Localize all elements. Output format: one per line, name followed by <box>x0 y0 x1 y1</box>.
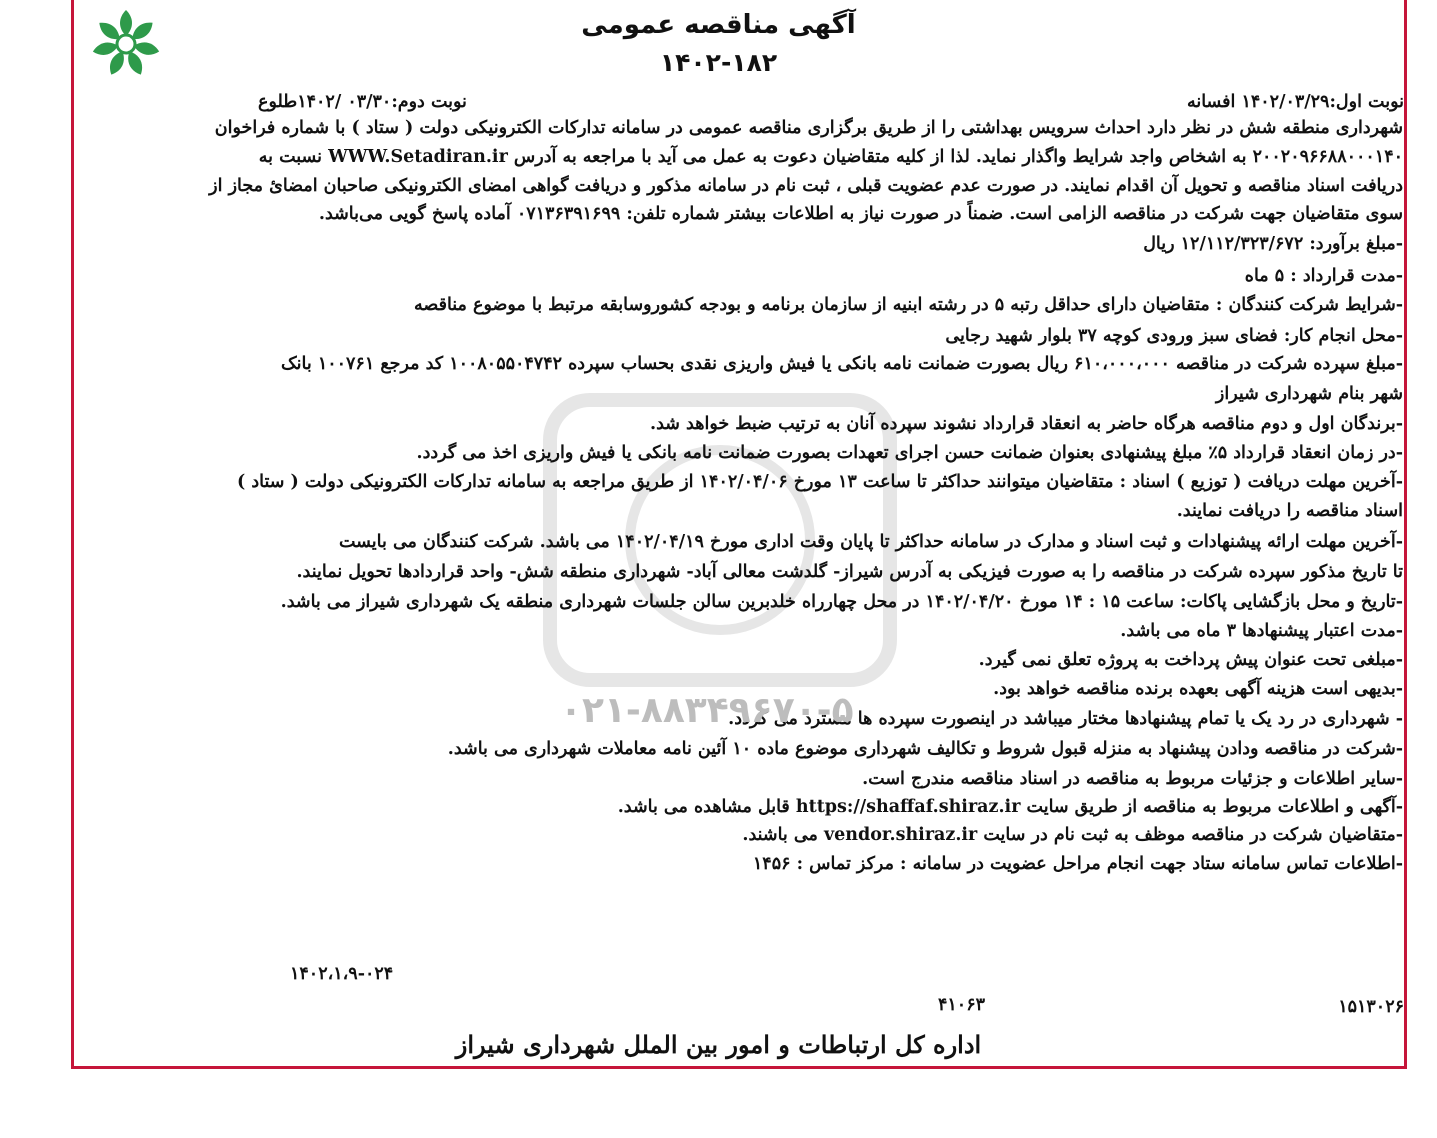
notice-line: -برندگان اول و دوم مناقصه هرگاه حاضر به انعقاد قرارداد نشوند سپرده آنان به ترتیب ضبط خواهد شد. <box>650 414 1403 434</box>
notice-line: سوی متقاضیان جهت شرکت در مناقصه الزامی است. ضمناً در صورت نیاز به اطلاعات بیشتر شماره تلفن: ۰۷۱۳۶۳۹۱۶۹۹ آماده پاسخ گویی می‌باشد. <box>318 204 1403 224</box>
notice-line: اسناد مناقصه را دریافت نمایند. <box>1176 501 1403 521</box>
notice-line: -مدت قرارداد : ۵ ماه <box>1244 266 1403 286</box>
notice-line: -بدیهی است هزینه آگهی بعهده برنده مناقصه خواهد بود. <box>993 679 1403 699</box>
notice-line: -متقاضیان شرکت در مناقصه موظف به ثبت نام در سایت vendor.shiraz.ir می باشند. <box>742 825 1403 845</box>
notice-line: -مبلغی تحت عنوان پیش پرداخت به پروژه تعلق نمی گیرد. <box>978 650 1403 670</box>
notice-line: -مبلغ برآورد: ۱۲/۱۱۲/۳۲۳/۶۷۲ ریال <box>1143 234 1403 254</box>
notice-line: -در زمان انعقاد قرارداد ۵٪ مبلغ پیشنهادی بعنوان ضمانت حسن اجرای تعهدات بصورت ضمانت نامه بانکی یا فیش واریزی اخذ می گردد. <box>416 443 1403 463</box>
notice-line: -شرکت در مناقصه ودادن پیشنهاد به منزله قبول شروط و تکالیف شهرداری موضوع ماده ۱۰ آئین نامه معاملات شهرداری می باشد. <box>447 739 1403 759</box>
notice-line: -آخرین مهلت ارائه پیشنهادات و ثبت اسناد و مدارک در سامانه حداکثر تا پایان وقت اداری مورخ ۱۴۰۲/۰۴/۱۹ می باشد. شرکت کنندگان می بایست <box>338 532 1403 552</box>
notice-line: -آخرین مهلت دریافت ( توزیع ) اسناد : متقاضیان میتوانند حداکثر تا ساعت ۱۳ مورخ ۱۴۰۲/۰۴/۰۶ از طریق مراجعه به سامانه تدارکات الکترونیکی دولت ( ستاد ) <box>236 472 1403 492</box>
notice-line: -مدت اعتبار پیشنهادها ۳ ماه می باشد. <box>1120 621 1403 641</box>
notice-line: -مبلغ سپرده شرکت در مناقصه ۶۱۰،۰۰۰،۰۰۰ ریال بصورت ضمانت نامه بانکی یا فیش واریزی نقدی بحساب سپرده ۱۰۰۸۰۵۵۰۴۷۴۲ کد مرجع ۱۰۰۷۶۱ بانک <box>280 354 1403 374</box>
watermark-phone: ۰۲۱-۸۸۳۴۹۶۷۰-۵ <box>560 690 854 731</box>
notice-title: آگهی مناقصه عمومی <box>581 10 856 40</box>
notice-line: -آگهی و اطلاعات مربوط به مناقصه از طریق سایت https://shaffaf.shiraz.ir قابل مشاهده می باشد. <box>617 797 1403 817</box>
first-publication: نوبت اول:۱۴۰۲/۰۳/۲۹ افسانه <box>1186 92 1404 112</box>
code-b: ۱۵۱۳۰۲۶ <box>1338 997 1404 1017</box>
notice-line: دریافت اسناد مناقصه و تحویل آن اقدام نمایند. در صورت عدم عضویت قبلی ، ثبت نام در سامانه مذکور و دریافت گواهی امضای الکترونیکی صاحبان امضائ مجاز از <box>209 176 1403 196</box>
notice-line: ۲۰۰۲۰۹۶۶۸۸۰۰۰۱۴۰ به اشخاص واجد شرایط واگذار نماید. لذا از کلیه متقاضیان دعوت به عمل می آید با مراجعه به آدرس WWW.Setadiran.ir نسبت به <box>258 147 1403 167</box>
notice-line: -تاریخ و محل بازگشایی پاکات: ساعت ۱۵ : ۱۴ مورخ ۱۴۰۲/۰۴/۲۰ در محل چهارراه خلدبرین سالن جلسات شهرداری منطقه یک شهرداری شیراز می باشد. <box>280 592 1403 612</box>
notice-line: - شهرداری در رد یک یا تمام پیشنهادها مختار میباشد در اینصورت سپرده ها مسترد می گردد. <box>728 709 1403 729</box>
code-a: ۴۱۰۶۳ <box>938 995 985 1015</box>
footer-office: اداره کل ارتباطات و امور بین الملل شهرداری شیراز <box>455 1030 982 1059</box>
date-code: ۱۴۰۲،۱،۹-۰۲۴ <box>290 964 394 984</box>
notice-number: ۱۴۰۲-۱۸۲ <box>659 48 778 77</box>
notice-line: تا تاریخ مذکور سپرده شرکت در مناقصه را به صورت فیزیکی به آدرس شیراز- گلدشت معالی آباد- شهرداری منطقه شش- واحد قراردادها تحویل نمایند. <box>296 562 1403 582</box>
notice-line: -سایر اطلاعات و جزئیات مربوط به مناقصه در اسناد مناقصه مندرج است. <box>862 769 1403 789</box>
notice-line: -محل انجام کار: فضای سبز ورودی کوچه ۳۷ بلوار شهید رجایی <box>945 326 1403 346</box>
second-publication: نوبت دوم:۰۳/۳۰ /۱۴۰۲طلوع <box>258 92 467 112</box>
notice-line: -شرایط شرکت کنندگان : متقاضیان دارای حداقل رتبه ۵ در رشته ابنیه از سازمان برنامه و بودجه کشوروسابقه مرتبط با موضوع مناقصه <box>414 295 1403 315</box>
notice-line: شهر بنام شهرداری شیراز <box>1215 384 1403 404</box>
notice-line: شهرداری منطقه شش در نظر دارد احداث سرویس بهداشتی را از طریق برگزاری مناقصه عمومی در سامانه تدارکات الکترونیکی دولت ( ستاد ) با شماره فراخوان <box>214 118 1403 138</box>
notice-line: -اطلاعات تماس سامانه ستاد جهت انجام مراحل عضویت در سامانه : مرکز تماس : ۱۴۵۶ <box>752 854 1403 874</box>
